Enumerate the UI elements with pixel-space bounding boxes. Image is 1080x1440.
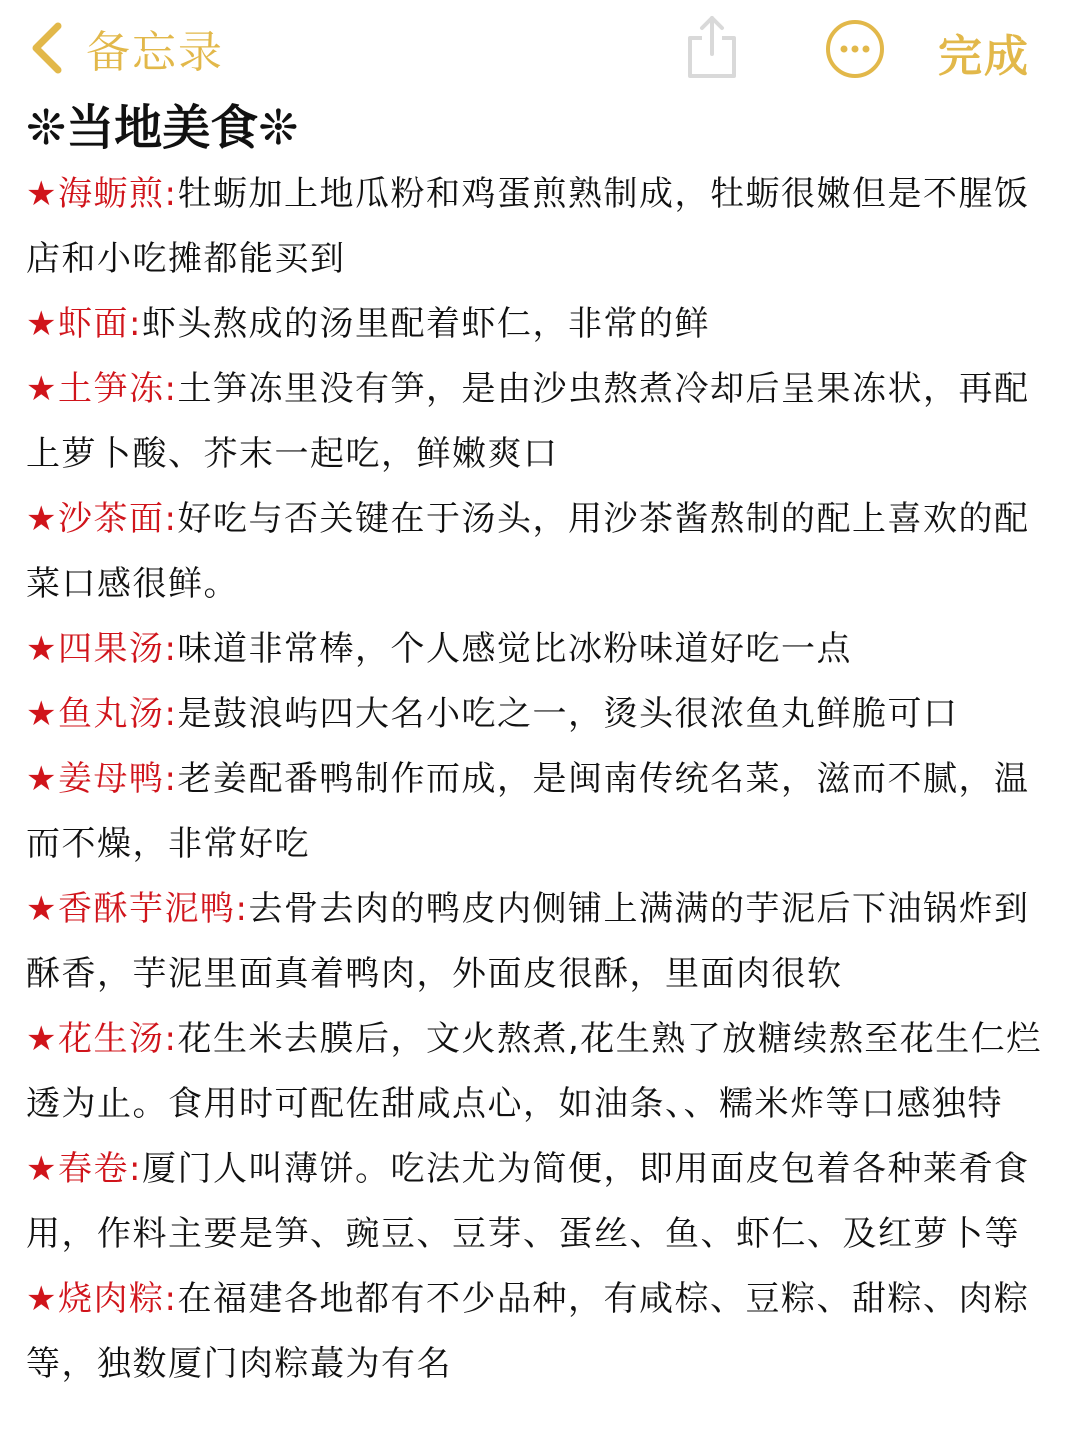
food-description: 去骨去肉的鸭皮内侧铺上满满的芋泥后下油锅炸到酥香，芋泥里面真着鸭肉，外面皮很酥，里面肉很软: [26, 889, 1030, 994]
food-item: [26, 1137, 1062, 1267]
food-item: [26, 487, 1062, 617]
star-icon: ★: [26, 1019, 58, 1059]
food-name: 姜母鸭: [57, 759, 165, 799]
separator: :: [164, 369, 178, 409]
note-body[interactable]: [26, 96, 1062, 1397]
food-description: 花生米去膜后，文火熬煮,花生熟了放糖续熬至花生仁烂透为止。食用时可配佐甜咸点心，如油条、、糯米炸等口感独特: [26, 1019, 1042, 1124]
share-icon[interactable]: [684, 12, 740, 82]
separator: :: [164, 1279, 178, 1319]
food-description: 土笋冻里没有笋，是由沙虫熬煮冷却后呈果冻状，再配上萝卜酸、芥末一起吃，鲜嫩爽口: [26, 369, 1030, 474]
star-icon: ★: [26, 759, 58, 799]
separator: :: [164, 694, 178, 734]
star-icon: ★: [26, 1149, 58, 1189]
food-name: 烧肉粽: [57, 1279, 165, 1319]
done-button[interactable]: 完成: [938, 31, 1030, 82]
back-button[interactable]: [28, 18, 224, 78]
food-description: 在福建各地都有不少品种，有咸棕、豆粽、甜粽、肉粽等，独数厦门肉粽蕞为有名: [26, 1279, 1030, 1384]
food-description: 是鼓浪屿四大名小吃之一，烫头很浓鱼丸鲜脆可口: [177, 694, 959, 734]
separator: :: [235, 889, 249, 929]
food-name: 花生汤: [57, 1019, 165, 1059]
food-description: 虾头熬成的汤里配着虾仁，非常的鲜: [141, 304, 710, 344]
food-name: 四果汤: [57, 629, 165, 669]
separator: :: [164, 629, 178, 669]
note-title: ❊当地美食❊: [26, 100, 299, 156]
food-item: [26, 682, 1062, 747]
food-name: 土笋冻: [57, 369, 165, 409]
food-item: [26, 162, 1062, 292]
star-icon: ★: [26, 369, 58, 409]
star-icon: ★: [26, 889, 58, 929]
more-icon[interactable]: [824, 18, 886, 80]
food-description: 好吃与否关键在于汤头，用沙茶酱熬制的配上喜欢的配菜口感很鲜。: [26, 499, 1030, 604]
food-name: 香酥芋泥鸭: [57, 889, 236, 929]
food-description: 牡蛎加上地瓜粉和鸡蛋煎熟制成，牡蛎很嫩但是不腥饭店和小吃摊都能买到: [26, 174, 1030, 279]
food-item: [26, 292, 1062, 357]
food-name: 鱼丸汤: [57, 694, 165, 734]
separator: :: [128, 304, 142, 344]
star-icon: ★: [26, 694, 58, 734]
food-item: [26, 1007, 1062, 1137]
food-item: [26, 1267, 1062, 1397]
separator: :: [128, 1149, 142, 1189]
nav-bar: [0, 0, 1080, 96]
separator: :: [164, 174, 178, 214]
food-item: [26, 357, 1062, 487]
star-icon: ★: [26, 1279, 58, 1319]
separator: :: [164, 759, 178, 799]
food-item: [26, 617, 1062, 682]
food-description: 厦门人叫薄饼。吃法尤为简便，即用面皮包着各种莱肴食用，作料主要是笋、豌豆、豆芽、蛋丝、鱼、虾仁、及红萝卜等: [26, 1149, 1030, 1254]
food-item: [26, 877, 1062, 1007]
separator: :: [164, 1019, 178, 1059]
food-name: 虾面: [57, 304, 129, 344]
separator: :: [164, 499, 178, 539]
star-icon: ★: [26, 629, 58, 669]
chevron-left-icon: [28, 20, 66, 76]
food-description: 味道非常棒，个人感觉比冰粉味道好吃一点: [177, 629, 852, 669]
food-name: 春卷: [57, 1149, 129, 1189]
star-icon: ★: [26, 499, 58, 539]
star-icon: ★: [26, 174, 58, 214]
food-list: [26, 162, 1062, 1397]
star-icon: ★: [26, 304, 58, 344]
food-description: 老姜配番鸭制作而成，是闽南传统名菜，滋而不腻，温而不燥，非常好吃: [26, 759, 1030, 864]
food-name: 海蛎煎: [57, 174, 165, 214]
food-name: 沙茶面: [57, 499, 165, 539]
back-label: 备忘录: [86, 27, 224, 78]
food-item: [26, 747, 1062, 877]
